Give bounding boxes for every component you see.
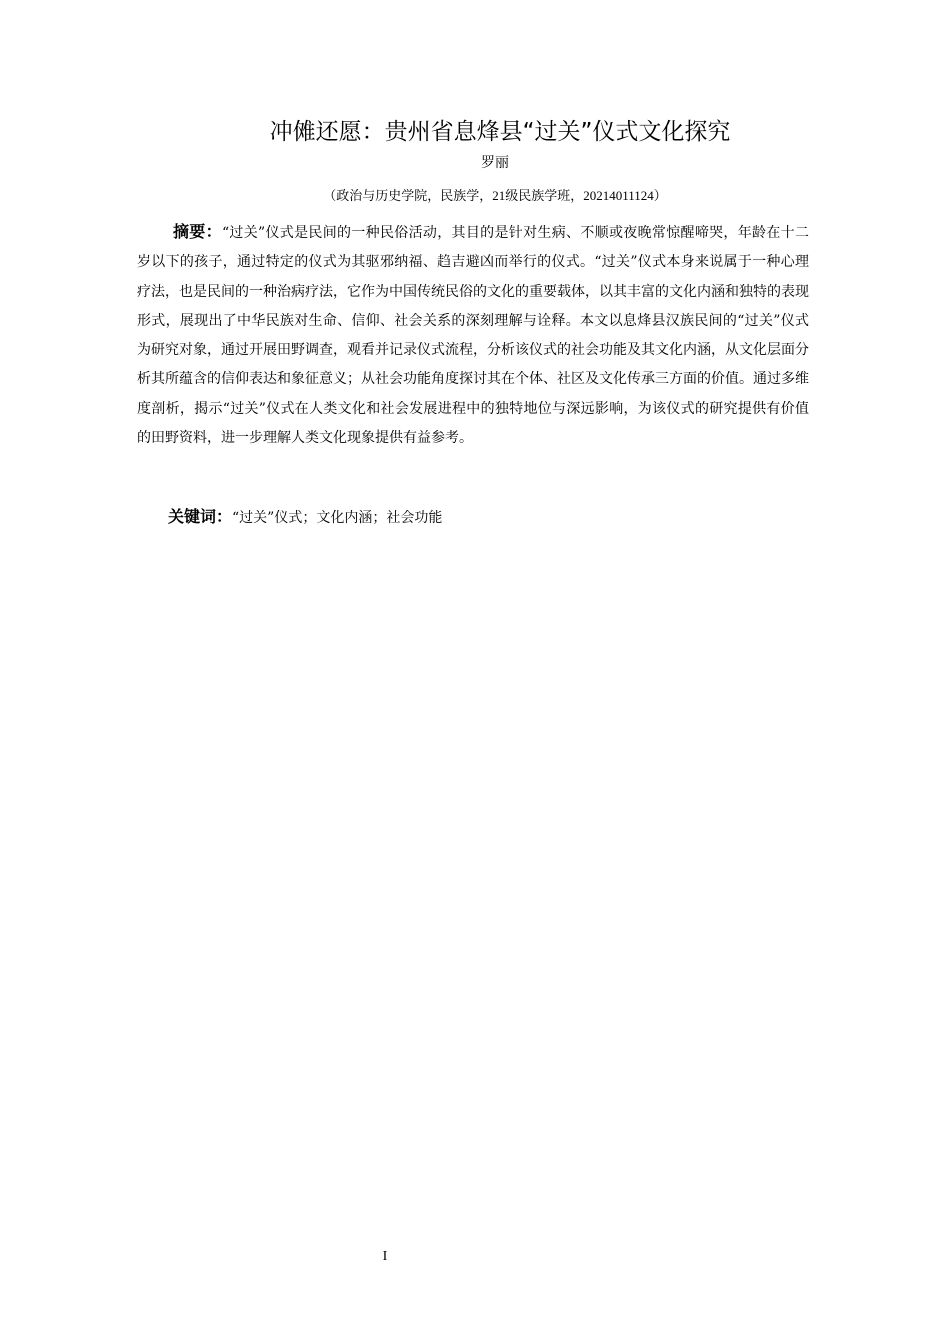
abstract-text: “过关”仪式是民间的一种民俗活动，其目的是针对生病、不顺或夜晚常惊醒啼哭，年龄在十二岁以下的孩子，通过特定的仪式为其驱邪纳福、趋吉避凶而举行的仪式。“过关”仪式本身来说属于一种心理疗法，也是民间的一种治病疗法，它作为中国传统民俗的文化的重要载体，以其丰富的文化内涵和独特的表现形式，展现出了中华民族对生命、信仰、社会关系的深刻理解与诠释。本文以息烽县汉族民间的“过关”仪式为研究对象，通过开展田野调查，观看并记录仪式流程，分析该仪式的社会功能及其文化内涵，从文化层面分析其所蕴含的信仰表达和象征意义；从社会功能角度探讨其在个体、社区及文化传承三方面的价值。通过多维度剖析，揭示“过关”仪式在人类文化和社会发展进程中的独特地位与深远影响，为该仪式的研究提供有价值的田野资料，进一步理解人类文化现象提供有益参考。 <box>137 225 809 447</box>
keywords-label: 关键词： <box>168 507 233 526</box>
author-name: 罗丽 <box>481 155 509 171</box>
abstract-label: 摘要： <box>173 222 222 241</box>
paper-title: 冲傩还愿：贵州省息烽县“过关”仪式文化探究 <box>269 119 731 145</box>
keywords-text: “过关”仪式；文化内涵；社会功能 <box>232 510 443 526</box>
abstract-paragraph <box>137 217 809 453</box>
author-affiliation: （政治与历史学院，民族学，21级民族学班，20214011124） <box>323 188 667 203</box>
keywords-line <box>168 503 442 532</box>
page-number: I <box>382 1249 388 1264</box>
